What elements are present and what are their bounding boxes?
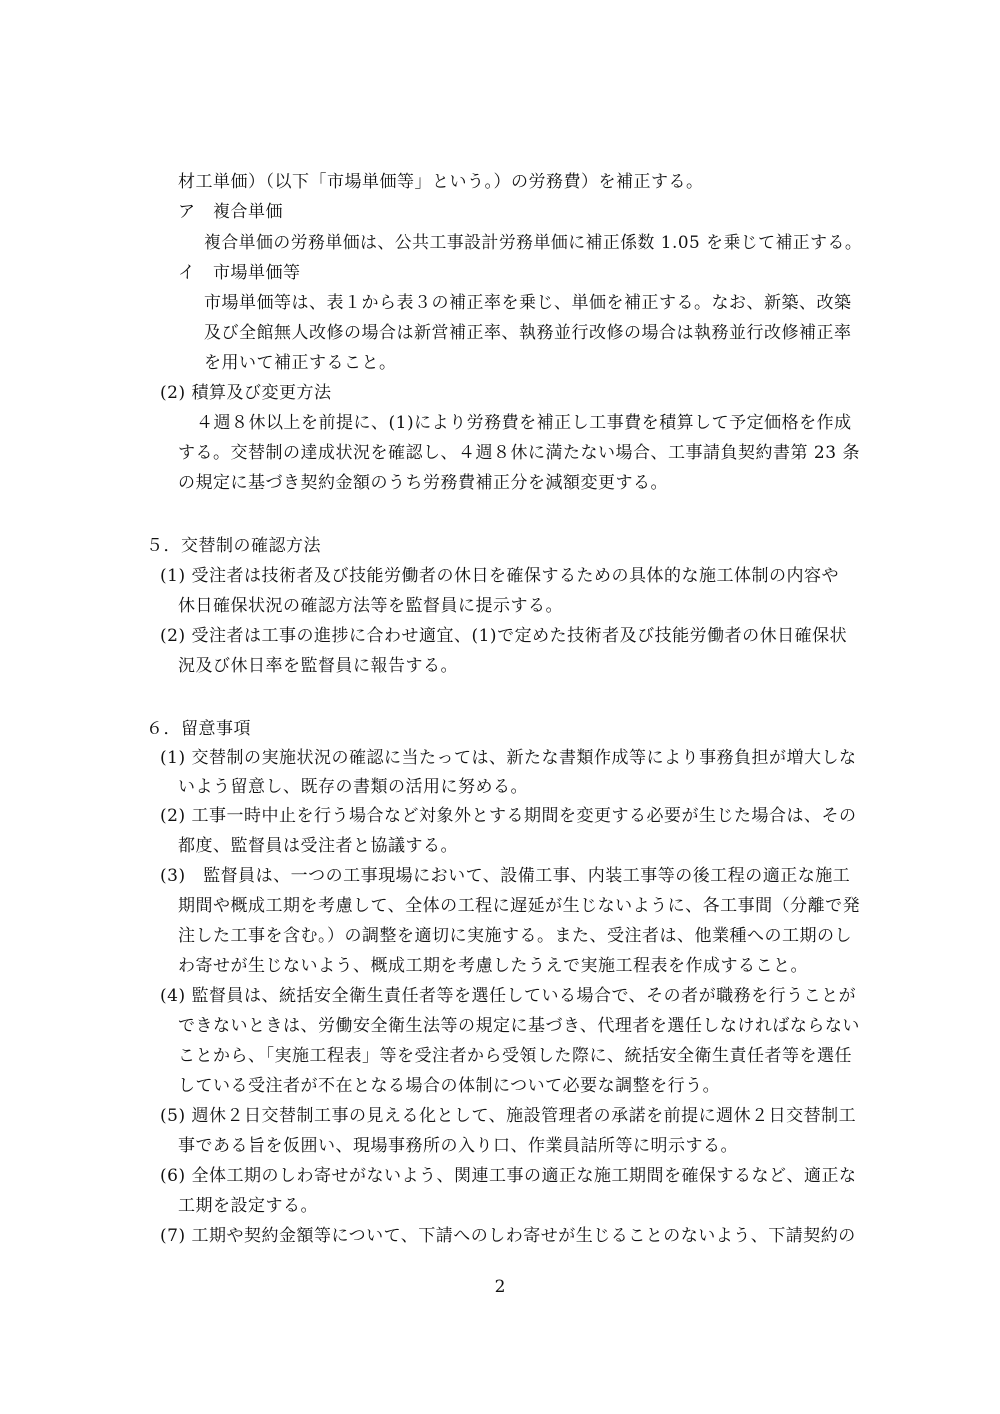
text-line: 況及び休日率を監督員に報告する。 <box>178 656 458 676</box>
list-item: (1) 受注者は技術者及び技能労働者の休日を確保するための具体的な施工体制の内容や <box>160 566 839 586</box>
text-line: いよう留意し、既存の書類の活用に努める。 <box>178 777 528 797</box>
list-item: (5) 週休２日交替制工事の見える化として、施設管理者の承諾を前提に週休２日交替制工 <box>160 1106 857 1126</box>
list-item: (4) 監督員は、統括安全衛生責任者等を選任している場合で、その者が職務を行うことが <box>160 986 857 1006</box>
list-item: (6) 全体工期のしわ寄せがないよう、関連工事の適正な施工期間を確保するなど、適正な <box>160 1166 857 1186</box>
text-line: ことから、「実施工程表」等を受注者から受領した際に、統括安全衛生責任者等を選任 <box>178 1046 852 1066</box>
text-line: の規定に基づき契約金額のうち労務費補正分を減額変更する。 <box>178 473 668 493</box>
page-number: 2 <box>494 1277 506 1297</box>
text-line: している受注者が不在となる場合の体制について必要な調整を行う。 <box>178 1076 721 1096</box>
list-item: (1) 交替制の実施状況の確認に当たっては、新たな書類作成等により事務負担が増大しな <box>160 748 857 768</box>
item-heading: ア 複合単価 <box>178 202 283 222</box>
list-item: (3) 監督員は、一つの工事現場において、設備工事、内装工事等の後工程の適正な施工 <box>160 866 851 886</box>
text-line: 休日確保状況の確認方法等を監督員に提示する。 <box>178 596 563 616</box>
text-line: わ寄せが生じないよう、概成工期を考慮したうえで実施工程表を作成すること。 <box>178 956 808 976</box>
text-line: 複合単価の労務単価は、公共工事設計労務単価に補正係数 1.05 を乗じて補正する。 <box>204 233 863 253</box>
list-item: (2) 受注者は工事の進捗に合わせ適宜、(1)で定めた技術者及び技能労働者の休日確保状 <box>160 626 848 646</box>
text-line: 市場単価等は、表１から表３の補正率を乗じ、単価を補正する。なお、新築、改築 <box>204 293 852 313</box>
section-heading: ５．交替制の確認方法 <box>146 536 321 556</box>
text-line: ４週８休以上を前提に、(1)により労務費を補正し工事費を積算して予定価格を作成 <box>196 413 852 433</box>
list-item: (7) 工期や契約金額等について、下請へのしわ寄せが生じることのないよう、下請契約の <box>160 1226 856 1246</box>
text-line: 期間や概成工期を考慮して、全体の工程に遅延が生じないように、各工事間（分離で発 <box>178 896 861 916</box>
text-line: できないときは、労働安全衛生法等の規定に基づき、代理者を選任しなければならない <box>178 1016 860 1036</box>
text-line: 都度、監督員は受注者と協議する。 <box>178 836 458 856</box>
text-line: 及び全館無人改修の場合は新営補正率、執務並行改修の場合は執務並行改修補正率 <box>204 323 852 343</box>
text-line: 事である旨を仮囲い、現場事務所の入り口、作業員詰所等に明示する。 <box>178 1136 738 1156</box>
item-heading: イ 市場単価等 <box>178 263 301 283</box>
text-line: を用いて補正すること。 <box>204 353 397 373</box>
text-line: 注した工事を含む。）の調整を適切に実施する。また、受注者は、他業種への工期のし <box>178 926 852 946</box>
subsection-heading: (2) 積算及び変更方法 <box>160 383 332 403</box>
section-heading: ６．留意事項 <box>146 719 251 739</box>
text-line: する。交替制の達成状況を確認し、４週８休に満たない場合、工事請負契約書第 23 条 <box>178 443 860 463</box>
text-line: 工期を設定する。 <box>178 1196 318 1216</box>
text-line: 材工単価）（以下「市場単価等」という。）の労務費）を補正する。 <box>178 172 704 192</box>
list-item: (2) 工事一時中止を行う場合など対象外とする期間を変更する必要が生じた場合は、その <box>160 806 857 826</box>
